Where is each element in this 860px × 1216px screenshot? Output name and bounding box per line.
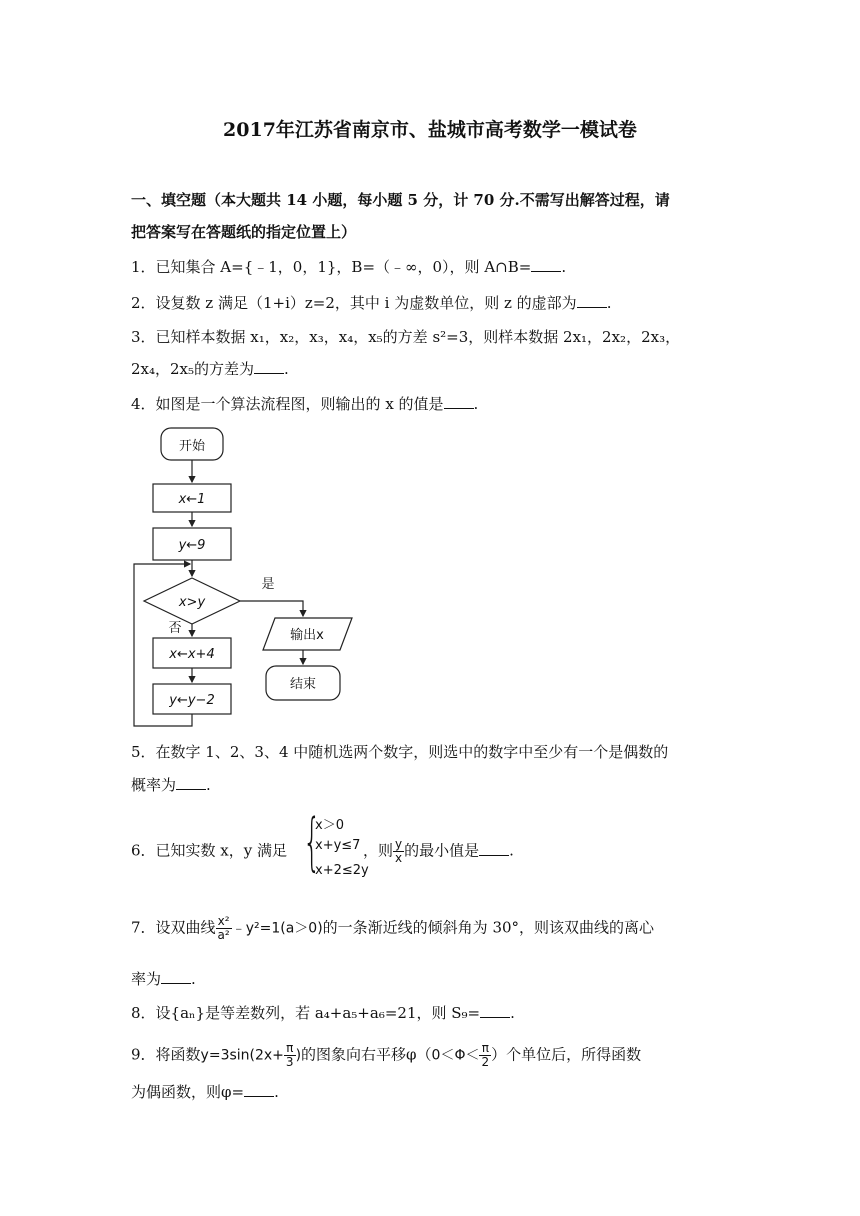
fraction-pi-over-3: $\frac{\pi}{3}$ [285, 1041, 294, 1069]
flow-yes-label: 是 [261, 577, 275, 592]
flow-no-label: 否 [168, 621, 182, 636]
algorithm-flowchart [128, 420, 358, 732]
question-6: 6．已知实数 x，y 满足 ，则 $\frac{y}{x}$ 的最小值是 . [131, 837, 514, 865]
flow-x-init-label: x←1 [178, 492, 206, 507]
answer-blank [577, 293, 607, 308]
answer-blank [480, 1003, 510, 1018]
flow-y-update-label: y←y−2 [169, 693, 215, 708]
question-4: 4．如图是一个算法流程图，则输出的 x 的值是 . [131, 395, 479, 413]
inequality-system: { x＞0 x+y≤7 x+2≤2y [303, 805, 369, 878]
question-3-line2: 2x₄，2x₅的方差为 . [131, 360, 289, 378]
answer-blank [531, 257, 561, 272]
flow-condition-label: x>y [178, 595, 206, 610]
question-7-line2: 率为 . [131, 970, 196, 988]
answer-blank [244, 1082, 274, 1097]
question-5-line2: 概率为 . [131, 776, 211, 794]
left-brace: { [303, 805, 321, 878]
question-8: 8．设{aₙ}是等差数列，若 a₄+a₅+a₆=21，则 S₉= . [131, 1004, 515, 1022]
flow-end-label: 结束 [289, 677, 317, 692]
question-1: 1．已知集合 A={﹣1，0，1}，B=（﹣∞，0），则 A∩B= . [131, 258, 567, 276]
answer-blank [444, 394, 474, 409]
question-5-line1: 5．在数字 1、2、3、4 中随机选两个数字，则选中的数字中至少有一个是偶数的 [131, 743, 669, 761]
fraction-pi-over-2: $\frac{\pi}{2}$ [481, 1041, 490, 1069]
fraction-y-over-x: $\frac{y}{x}$ [395, 837, 403, 865]
answer-blank [254, 359, 284, 374]
section-heading-2: 把答案写在答题纸的指定位置上） [131, 223, 357, 241]
question-7: 7．设双曲线 $\frac{\text{x²}}{\text{a²}}$ ﹣y²=1(a＞0)的一条渐近线的倾斜角为 30°，则该双曲线的离心 [131, 914, 655, 942]
question-9-line2: 为偶函数，则φ= . [131, 1083, 279, 1101]
flow-output-label: 输出x [290, 628, 324, 643]
answer-blank [479, 841, 509, 856]
flow-start-label: 开始 [178, 439, 206, 454]
fraction-x2-over-a2: $\frac{\text{x²}}{\text{a²}}$ [217, 914, 230, 942]
answer-blank [161, 969, 191, 984]
page-title: 2017年江苏省南京市、盐城市高考数学一模试卷 [223, 119, 637, 141]
question-3-line1: 3．已知样本数据 x₁，x₂，x₃，x₄，x₅的方差 s²=3，则样本数据 2x₁，2x₂，2x₃， [131, 328, 681, 346]
flow-y-init-label: y←9 [178, 538, 206, 553]
answer-blank [176, 775, 206, 790]
question-9: 9．将函数y=3sin(2x+ $\frac{\pi}{3}$ )的图象向右平移φ（0＜Φ＜ $\frac{\pi}{2}$ ）个单位后，所得函数 [131, 1041, 642, 1069]
section-heading-1: 一、填空题（本大题共 14 小题，每小题 5 分，计 70 分.不需写出解答过程，请 [131, 191, 670, 209]
question-2: 2．设复数 z 满足（1+i）z=2，其中 i 为虚数单位，则 z 的虚部为 . [131, 294, 612, 312]
flow-x-update-label: x←x+4 [169, 647, 215, 662]
